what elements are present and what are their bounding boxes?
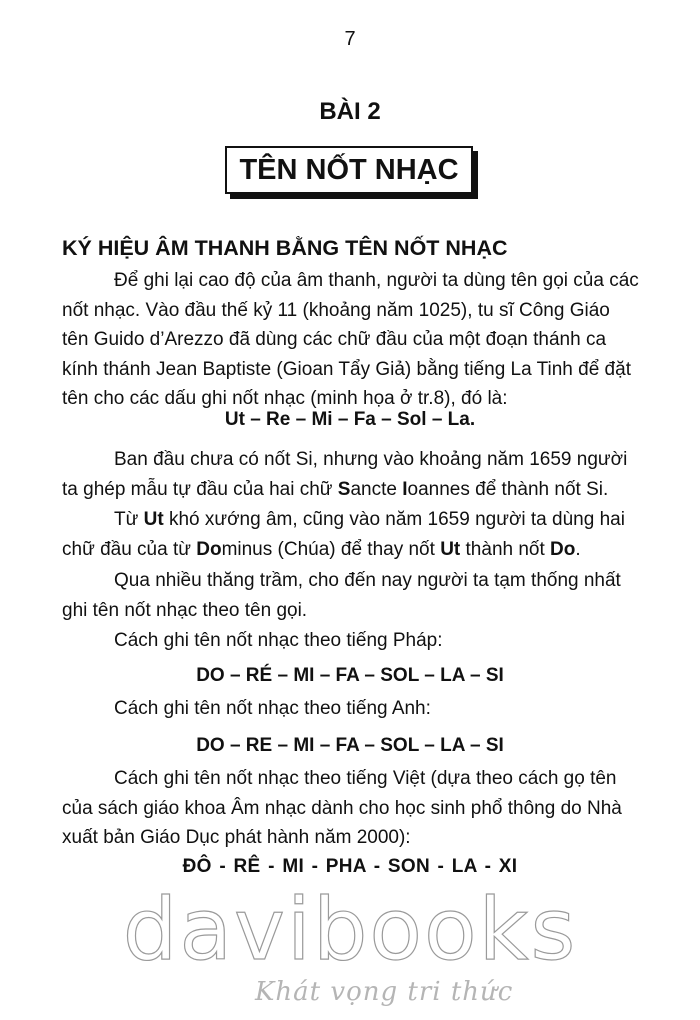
- do-bold-do-note: Do: [550, 538, 576, 560]
- notes-french: DO – RÉ – MI – FA – SOL – LA – SI: [196, 665, 504, 686]
- do-text-middle3: thành nốt: [460, 538, 551, 560]
- do-text-before: Từ: [114, 509, 144, 530]
- watermark-brand: davibooks: [122, 880, 578, 980]
- notes-latin: Ut – Re – Mi – Fa – Sol – La.: [224, 409, 476, 430]
- paragraph-french-intro: Cách ghi tên nốt nhạc theo tiếng Pháp:: [114, 630, 443, 651]
- paragraph-do: [62, 505, 640, 564]
- paragraph-vietnamese-intro: Cách ghi tên nốt nhạc theo tiếng Việt (dựa theo cách gọ tên của sách giáo khoa Âm nhạc dành cho học sinh phổ thông do Nhà xuất bản Giáo Dục phát hành năm 2000):: [62, 768, 622, 848]
- si-bold-i: I: [402, 478, 408, 500]
- do-bold-do: Do: [196, 538, 222, 560]
- si-text-after: để thành nốt Si.: [469, 478, 609, 500]
- do-text-end: .: [575, 538, 581, 560]
- do-bold-ut2: Ut: [440, 538, 461, 560]
- do-text-middle2: (Chúa) để thay nốt: [272, 538, 441, 560]
- title-box: [225, 146, 473, 194]
- section-heading: KÝ HIỆU ÂM THANH BẰNG TÊN NỐT NHẠC: [62, 236, 508, 260]
- notes-english: DO – RE – MI – FA – SOL – LA – SI: [196, 735, 504, 756]
- paragraph-english-intro: Cách ghi tên nốt nhạc theo tiếng Anh:: [114, 698, 431, 719]
- si-text-before: Ban đầu chưa có nốt Si, nhưng vào khoảng năm 1659 người ta ghép mẫu tự đầu của hai chữ: [62, 449, 628, 500]
- watermark-tagline: Khát vọng tri thức: [255, 977, 514, 1007]
- si-bold-s: S: [337, 478, 351, 500]
- paragraph-intro: Để ghi lại cao độ của âm thanh, người ta dùng tên gọi của các nốt nhạc. Vào đầu thế kỷ 11 (khoảng năm 1025), tu sĩ Công Giáo tên Guido d’Arezzo đã dùng các chữ đầu của một đoạn thánh ca kính thánh Jean Baptiste (Gioan Tẩy Giả) bằng tiếng La Tinh để đặt tên cho các dấu ghi nốt nhạc (minh họa ở tr.8), đó là:: [62, 270, 639, 409]
- do-bold-ut: Ut: [143, 509, 164, 530]
- notes-vietnamese: ĐÔ - RÊ - MI - PHA - SON - LA - XI: [182, 856, 518, 877]
- do-text-middle: khó xướng âm, cũng vào năm 1659 người ta dùng hai chữ đầu của từ: [62, 509, 625, 560]
- paragraph-history: Qua nhiều thăng trầm, cho đến nay người ta tạm thống nhất ghi tên nốt nhạc theo tên gọi.: [62, 570, 621, 621]
- chapter-title: TÊN NỐT NHẠC: [239, 153, 459, 186]
- do-text-minus: minus: [221, 538, 273, 560]
- si-text-s-rest: ancte: [350, 478, 403, 500]
- page-number: 7: [344, 28, 356, 50]
- paragraph-si: [62, 445, 640, 504]
- lesson-label: BÀI 2: [319, 98, 381, 125]
- si-text-i-rest: oannes: [407, 478, 470, 500]
